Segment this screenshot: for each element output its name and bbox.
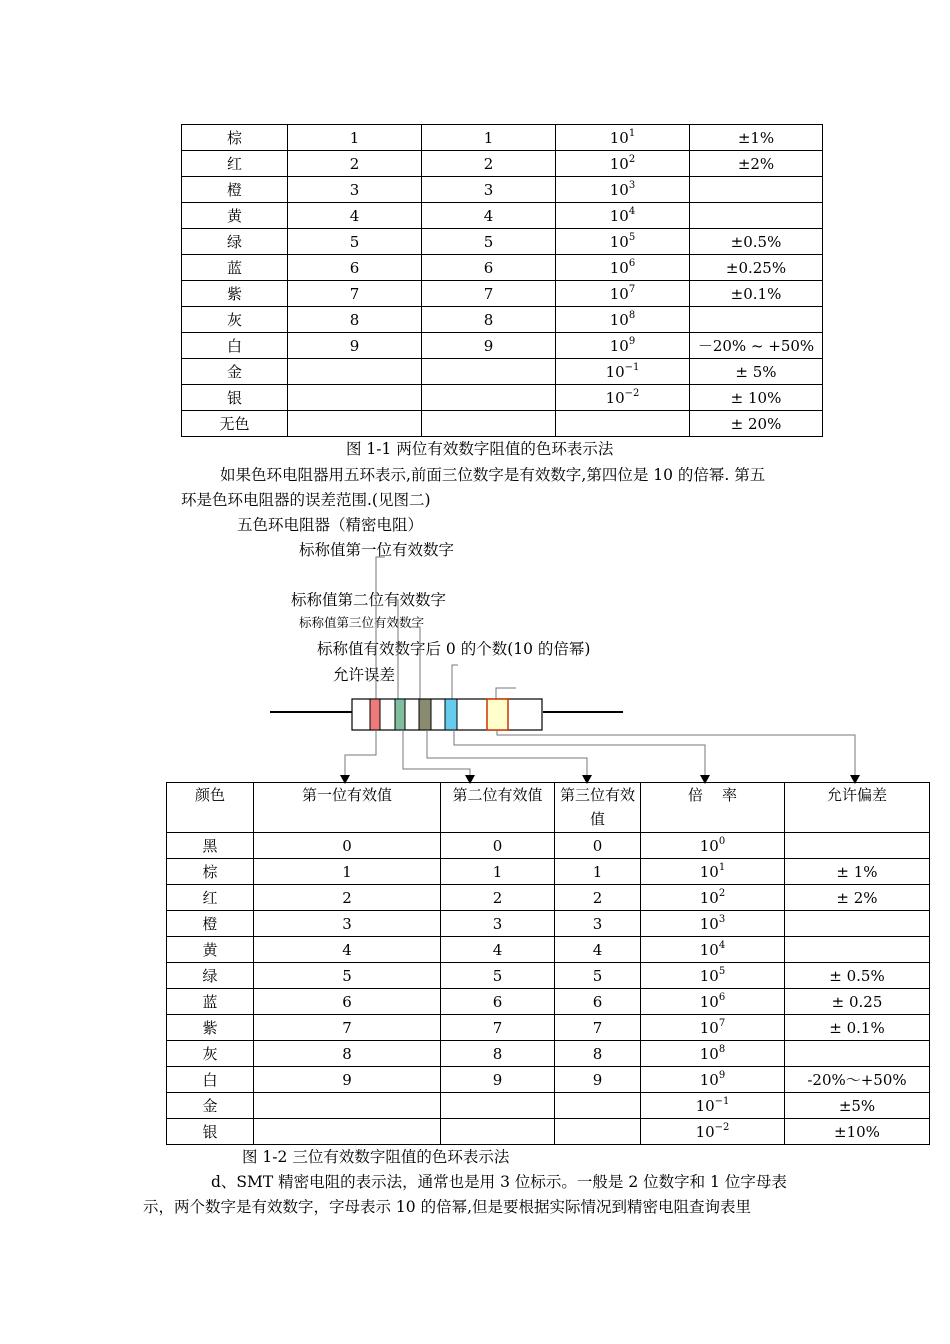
multiplier-exponent: 1: [628, 127, 636, 139]
multiplier-exponent: 9: [628, 335, 636, 347]
second-digit-cell: 9: [441, 1067, 555, 1093]
leader-line-band1-down: [345, 730, 376, 775]
second-digit-cell: 4: [441, 937, 555, 963]
multiplier-base: 10: [609, 206, 629, 225]
multiplier-base: 10: [699, 966, 719, 985]
second-digit-cell: 8: [422, 307, 556, 333]
tolerance-cell: ± 0.5%: [785, 963, 930, 989]
table-row: [182, 411, 823, 437]
table-row: [182, 177, 823, 203]
paragraph2-line2: 示，两个数字是有效数字，字母表示 10 的倍幂,但是要根据实际情况到精密电阻查询表里: [143, 1198, 752, 1216]
multiplier-exponent: 6: [628, 257, 636, 269]
multiplier-cell: [556, 281, 690, 307]
table-row: [167, 937, 930, 963]
second-digit-cell: 5: [422, 229, 556, 255]
first-digit-cell: 5: [288, 229, 422, 255]
first-digit-cell: 9: [254, 1067, 441, 1093]
third-digit-cell: 6: [555, 989, 641, 1015]
table-row: [167, 963, 930, 989]
table-row: [182, 281, 823, 307]
color-cell: 橙: [167, 911, 254, 937]
multiplier-base: 10: [605, 362, 625, 381]
table-row: [182, 385, 823, 411]
table1-caption: 图 1-1 两位有效数字阻值的色环表示法: [346, 440, 614, 458]
multiplier-base: 10: [609, 284, 629, 303]
multiplier-base: 10: [699, 836, 719, 855]
second-digit-cell: 1: [441, 859, 555, 885]
first-digit-cell: 7: [254, 1015, 441, 1041]
tolerance-cell: ± 1%: [785, 859, 930, 885]
color-cell: 白: [182, 333, 288, 359]
band-1: [370, 699, 380, 730]
multiplier-base: 10: [609, 128, 629, 147]
leader-line-band4-down: [454, 730, 705, 775]
diagram-title: 五色环电阻器（精密电阻）: [237, 516, 424, 534]
multiplier-cell: [556, 385, 690, 411]
tolerance-cell: ±0.1%: [690, 281, 823, 307]
first-digit-cell: 8: [288, 307, 422, 333]
tolerance-cell: ±0.5%: [690, 229, 823, 255]
leader-line-band2-down: [403, 730, 470, 775]
multiplier-base: 10: [699, 1018, 719, 1037]
tolerance-cell: [785, 911, 930, 937]
first-digit-cell: 4: [288, 203, 422, 229]
multiplier-base: 10: [609, 310, 629, 329]
color-cell: 绿: [167, 963, 254, 989]
leader-line-band3-down: [427, 730, 587, 775]
color-cell: 绿: [182, 229, 288, 255]
first-digit-cell: 1: [254, 859, 441, 885]
multiplier-cell: [641, 963, 785, 989]
table-row: [167, 1015, 930, 1041]
first-digit-cell: 8: [254, 1041, 441, 1067]
multiplier-exponent: 8: [718, 1043, 726, 1055]
multiplier-cell: [556, 229, 690, 255]
first-digit-cell: 4: [254, 937, 441, 963]
third-digit-cell: 0: [555, 833, 641, 859]
third-digit-cell: 8: [555, 1041, 641, 1067]
first-digit-cell: [288, 411, 422, 437]
tolerance-cell: ± 2%: [785, 885, 930, 911]
multiplier-cell: [556, 125, 690, 151]
leader-line-band5-down: [497, 730, 855, 775]
third-digit-cell: 5: [555, 963, 641, 989]
tolerance-cell: ± 0.25: [785, 989, 930, 1015]
color-cell: 银: [182, 385, 288, 411]
color-cell: 紫: [167, 1015, 254, 1041]
tolerance-cell: -20%～+50%: [785, 1067, 930, 1093]
multiplier-base: 10: [609, 154, 629, 173]
multiplier-exponent: 5: [628, 231, 636, 243]
header-second-digit: 第二位有效值: [441, 783, 555, 833]
multiplier-exponent: 7: [628, 283, 636, 295]
first-digit-cell: 2: [254, 885, 441, 911]
multiplier-exponent: 1: [718, 861, 726, 873]
second-digit-cell: [422, 385, 556, 411]
color-cell: 蓝: [182, 255, 288, 281]
table2-caption: 图 1-2 三位有效数字阻值的色环表示法: [242, 1148, 510, 1166]
color-cell: 无色: [182, 411, 288, 437]
multiplier-exponent: 5: [718, 965, 726, 977]
multiplier-exponent: 7: [718, 1017, 726, 1029]
tolerance-cell: [785, 833, 930, 859]
multiplier-cell: [556, 307, 690, 333]
color-cell: 金: [182, 359, 288, 385]
multiplier-cell: [641, 859, 785, 885]
third-digit-cell: 3: [555, 911, 641, 937]
table-row: [182, 255, 823, 281]
first-digit-cell: [254, 1093, 441, 1119]
color-code-table-two-digit: [181, 124, 823, 437]
multiplier-exponent: 2: [628, 153, 636, 165]
second-digit-cell: 2: [422, 151, 556, 177]
header-third-digit: 第三位有效值: [555, 783, 641, 833]
color-cell: 红: [182, 151, 288, 177]
multiplier-base: 10: [609, 232, 629, 251]
table-row: [182, 307, 823, 333]
multiplier-cell: [556, 359, 690, 385]
tolerance-cell: [785, 1041, 930, 1067]
color-cell: 紫: [182, 281, 288, 307]
table-row: [167, 1041, 930, 1067]
color-cell: 黄: [167, 937, 254, 963]
second-digit-cell: 6: [441, 989, 555, 1015]
color-cell: 金: [167, 1093, 254, 1119]
tolerance-cell: [690, 177, 823, 203]
multiplier-exponent: 0: [718, 835, 726, 847]
table-row: [182, 229, 823, 255]
first-digit-cell: 1: [288, 125, 422, 151]
table-row: [167, 1067, 930, 1093]
third-digit-cell: [555, 1093, 641, 1119]
tolerance-cell: －20% ~ +50%: [690, 333, 823, 359]
label-third-digit: 标称值第三位有效数字: [299, 615, 425, 630]
tolerance-cell: ±10%: [785, 1119, 930, 1145]
table-row: [167, 911, 930, 937]
multiplier-cell: [556, 177, 690, 203]
table-row: [182, 125, 823, 151]
multiplier-cell: [641, 833, 785, 859]
multiplier-base: 10: [609, 336, 629, 355]
header-tolerance: 允许偏差: [785, 783, 930, 833]
second-digit-cell: [441, 1119, 555, 1145]
table-row: [167, 833, 930, 859]
paragraph2-line1: d、SMT 精密电阻的表示法，通常也是用 3 位标示。一般是 2 位数字和 1 位字母表: [211, 1173, 787, 1191]
table-row: [167, 885, 930, 911]
multiplier-cell: [641, 1093, 785, 1119]
multiplier-base: 10: [695, 1096, 715, 1115]
color-cell: 黑: [167, 833, 254, 859]
third-digit-cell: 2: [555, 885, 641, 911]
tolerance-cell: ± 0.1%: [785, 1015, 930, 1041]
table-row: [182, 359, 823, 385]
tolerance-cell: ±1%: [690, 125, 823, 151]
label-multiplier: 标称值有效数字后 0 的个数(10 的倍幂): [317, 640, 591, 658]
color-cell: 白: [167, 1067, 254, 1093]
first-digit-cell: 9: [288, 333, 422, 359]
tolerance-cell: ±0.25%: [690, 255, 823, 281]
band-5: [487, 699, 508, 730]
third-digit-cell: 4: [555, 937, 641, 963]
band-3: [419, 699, 431, 730]
multiplier-exponent: 3: [628, 179, 636, 191]
color-cell: 蓝: [167, 989, 254, 1015]
header-first-digit: 第一位有效值: [254, 783, 441, 833]
multiplier-cell: [556, 151, 690, 177]
table-row: [167, 989, 930, 1015]
second-digit-cell: 7: [422, 281, 556, 307]
second-digit-cell: 2: [441, 885, 555, 911]
table-row: [182, 151, 823, 177]
paragraph1-line2: 环是色环电阻器的误差范围.(见图二): [181, 491, 431, 509]
multiplier-cell: [556, 255, 690, 281]
multiplier-exponent: 4: [718, 939, 726, 951]
color-code-table-three-digit: [166, 782, 930, 1145]
color-cell: 棕: [167, 859, 254, 885]
multiplier-exponent: 4: [628, 205, 636, 217]
multiplier-cell: [556, 203, 690, 229]
tolerance-cell: ± 10%: [690, 385, 823, 411]
first-digit-cell: [288, 359, 422, 385]
second-digit-cell: 3: [422, 177, 556, 203]
resistor-body: [352, 699, 542, 730]
multiplier-base: 10: [605, 388, 625, 407]
second-digit-cell: 1: [422, 125, 556, 151]
multiplier-base: 10: [699, 1044, 719, 1063]
tolerance-cell: ± 5%: [690, 359, 823, 385]
multiplier-exponent: 3: [718, 913, 726, 925]
table-row: [167, 1093, 930, 1119]
first-digit-cell: 5: [254, 963, 441, 989]
multiplier-exponent: 2: [718, 887, 726, 899]
multiplier-base: 10: [609, 180, 629, 199]
multiplier-base: 10: [699, 888, 719, 907]
table-row: [167, 859, 930, 885]
color-cell: 棕: [182, 125, 288, 151]
multiplier-exponent: −2: [714, 1121, 730, 1133]
first-digit-cell: 6: [254, 989, 441, 1015]
multiplier-cell: [641, 1041, 785, 1067]
multiplier-cell: [641, 989, 785, 1015]
multiplier-cell: [641, 885, 785, 911]
tolerance-cell: ±2%: [690, 151, 823, 177]
third-digit-cell: 9: [555, 1067, 641, 1093]
multiplier-cell: [641, 1015, 785, 1041]
tolerance-cell: [785, 937, 930, 963]
multiplier-exponent: −1: [714, 1095, 730, 1107]
multiplier-exponent: −2: [624, 387, 640, 399]
first-digit-cell: 3: [254, 911, 441, 937]
color-cell: 灰: [182, 307, 288, 333]
multiplier-base: 10: [699, 862, 719, 881]
multiplier-base: 10: [699, 914, 719, 933]
leader-line-band4-up: [452, 665, 458, 700]
first-digit-cell: [254, 1119, 441, 1145]
multiplier-cell: [556, 333, 690, 359]
second-digit-cell: 4: [422, 203, 556, 229]
header-multiplier: 倍 率: [641, 783, 785, 833]
color-cell: 灰: [167, 1041, 254, 1067]
second-digit-cell: 7: [441, 1015, 555, 1041]
first-digit-cell: 0: [254, 833, 441, 859]
label-second-digit: 标称值第二位有效数字: [291, 591, 447, 609]
third-digit-cell: [555, 1119, 641, 1145]
second-digit-cell: 5: [441, 963, 555, 989]
first-digit-cell: 6: [288, 255, 422, 281]
label-first-digit: 标称值第一位有效数字: [299, 541, 455, 559]
table-row: [167, 1119, 930, 1145]
first-digit-cell: [288, 385, 422, 411]
color-cell: 红: [167, 885, 254, 911]
multiplier-cell: [641, 1067, 785, 1093]
header-color: 颜色: [167, 783, 254, 833]
band-4: [445, 699, 457, 730]
color-cell: 橙: [182, 177, 288, 203]
tolerance-cell: [690, 203, 823, 229]
second-digit-cell: 8: [441, 1041, 555, 1067]
multiplier-base: 10: [699, 940, 719, 959]
multiplier-base: 10: [695, 1122, 715, 1141]
second-digit-cell: 0: [441, 833, 555, 859]
multiplier-base: 10: [699, 992, 719, 1011]
first-digit-cell: 2: [288, 151, 422, 177]
second-digit-cell: 6: [422, 255, 556, 281]
paragraph1-line1: 如果色环电阻器用五环表示,前面三位数字是有效数字,第四位是 10 的倍幂. 第五: [220, 466, 766, 484]
color-cell: 银: [167, 1119, 254, 1145]
multiplier-exponent: 6: [718, 991, 726, 1003]
second-digit-cell: [422, 411, 556, 437]
multiplier-cell: [556, 411, 690, 437]
table-row: [182, 203, 823, 229]
multiplier-base: 10: [609, 258, 629, 277]
multiplier-exponent: 9: [718, 1069, 726, 1081]
label-tolerance: 允许误差: [333, 666, 396, 684]
second-digit-cell: 3: [441, 911, 555, 937]
multiplier-cell: [641, 1119, 785, 1145]
table-row: [182, 333, 823, 359]
third-digit-cell: 7: [555, 1015, 641, 1041]
second-digit-cell: [441, 1093, 555, 1119]
second-digit-cell: [422, 359, 556, 385]
leader-line-band5-up: [496, 688, 516, 700]
second-digit-cell: 9: [422, 333, 556, 359]
color-cell: 黄: [182, 203, 288, 229]
multiplier-exponent: −1: [624, 361, 640, 373]
multiplier-base: 10: [699, 1070, 719, 1089]
tolerance-cell: ±5%: [785, 1093, 930, 1119]
multiplier-cell: [641, 937, 785, 963]
first-digit-cell: 3: [288, 177, 422, 203]
band-2: [395, 699, 405, 730]
multiplier-exponent: 8: [628, 309, 636, 321]
third-digit-cell: 1: [555, 859, 641, 885]
table2-header-row: [167, 783, 930, 833]
first-digit-cell: 7: [288, 281, 422, 307]
multiplier-cell: [641, 911, 785, 937]
tolerance-cell: [690, 307, 823, 333]
tolerance-cell: ± 20%: [690, 411, 823, 437]
